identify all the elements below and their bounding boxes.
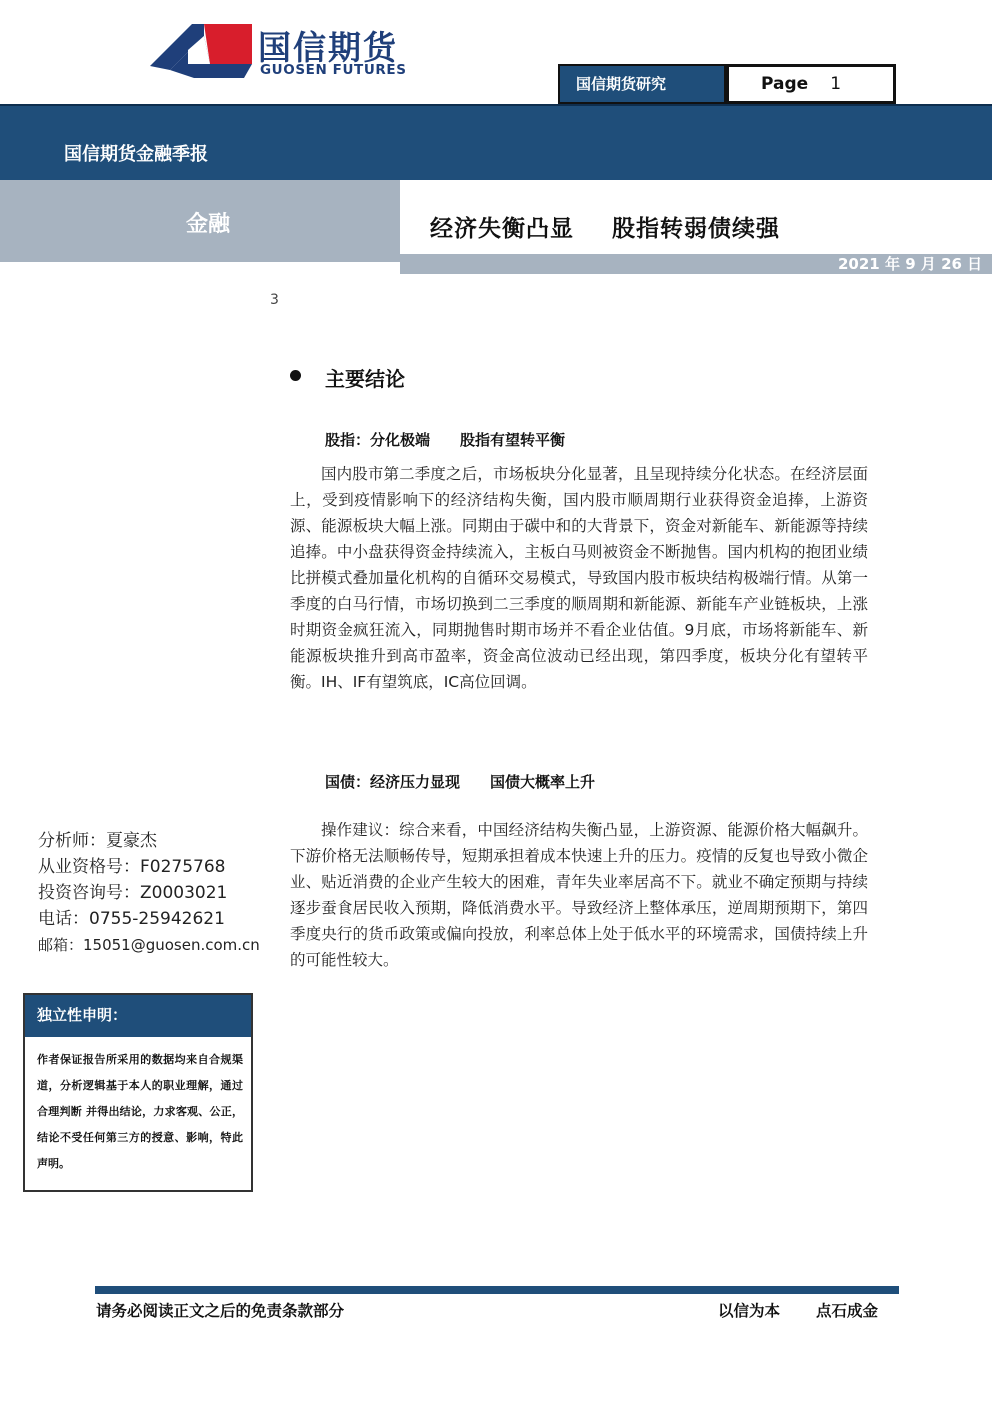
phone: 电话：0755-25942621: [38, 909, 225, 929]
analyst-info: [38, 828, 260, 958]
logo-chinese-name: 国信期货: [258, 28, 398, 67]
report-date: 2021 年 9 月 26 日: [838, 255, 983, 273]
stray-mark: 3: [270, 292, 279, 308]
bond-heading: [325, 771, 595, 792]
headline-part-1: 经济失衡凸显: [430, 216, 574, 242]
independence-statement-title: 独立性申明：: [25, 995, 251, 1037]
page-indicator: [726, 64, 896, 104]
footer-slogan-2: 点石成金: [816, 1302, 879, 1320]
footer-rule: [95, 1286, 899, 1294]
page-number: 1: [830, 74, 842, 94]
report-type: 国信期货金融季报: [64, 144, 208, 165]
bond-paragraph: 操作建议：综合来看，中国经济结构失衡凸显，上游资源、能源价格大幅飙升。下游价格无法顺畅传导，短期承担着成本快速上升的压力。疫情的反复也导致小微企业、贴近消费的企业产生较大的困难，青年失业率居高不下。就业不确定预期与持续逐步蚕食居民收入预期，降低消费水平。导致经济上整体承压，逆周期预期下，第四季度央行的货币政策或偏向投放，利率总体上处于低水平的环境需求，国债持续上升的可能性较大。: [290, 821, 868, 969]
stock-paragraph: 国内股市第二季度之后，市场板块分化显著，且呈现持续分化状态。在经济层面上，受到疫情影响下的经济结构失衡，国内股市顺周期行业获得资金追捧，上游资源、能源板块大幅上涨。同期由于碳中和的大背景下，资金对新能车、新能源等持续追捧。中小盘获得资金持续流入，主板白马则被资金不断抛售。国内机构的抱团业绩比拼模式叠加量化机构的自循环交易模式，导致国内股市板块结构极端行情。从第一季度的白马行情，市场切换到二三季度的顺周期和新能源、新能车产业链板块，上涨时期资金疯狂流入，同期抛售时期市场并不看企业估值。9月底，市场将新能车、新能源板块推升到高市盈率，资金高位波动已经出现，第四季度，板块分化有望转平衡。IH、IF有望筑底，IC高位回调。: [290, 465, 868, 691]
consulting-number: 投资咨询号：Z0003021: [38, 883, 228, 903]
bond-heading-part-1: 国债：经济压力显现: [325, 773, 461, 791]
stock-heading: [325, 429, 565, 450]
section-title: 主要结论: [325, 367, 405, 391]
page-label: Page: [761, 74, 809, 94]
section-bullet: [290, 370, 301, 381]
bond-heading-part-2: 国债大概率上升: [490, 773, 596, 791]
qualification-number: 从业资格号：F0275768: [38, 857, 226, 877]
stock-heading-part-2: 股指有望转平衡: [460, 431, 566, 449]
independence-statement-box: [23, 993, 253, 1192]
footer-disclaimer-note: 请务必阅读正文之后的免责条款部分: [96, 1302, 345, 1320]
analyst-name: 分析师：夏豪杰: [38, 831, 157, 851]
headline-part-2: 股指转弱债续强: [612, 216, 780, 242]
stock-heading-part-1: 股指：分化极端: [325, 431, 431, 449]
guosen-logo-icon: [148, 20, 252, 82]
email: 邮箱：15051@guosen.com.cn: [38, 936, 260, 954]
research-label: 国信期货研究: [558, 64, 726, 104]
sector-label: 金融: [186, 212, 231, 237]
footer-slogan-1: 以信为本: [718, 1302, 781, 1320]
footer-slogan: [718, 1299, 878, 1321]
logo-english-name: GUOSEN FUTURES: [260, 62, 407, 78]
independence-statement-text: 作者保证报告所采用的数据均来自合规渠道，分析逻辑基于本人的职业理解，通过合理判断 并得出结论，力求客观、公正，结论不受任何第三方的授意、影响，特此声明。: [37, 1053, 243, 1170]
report-headline: [430, 210, 780, 243]
